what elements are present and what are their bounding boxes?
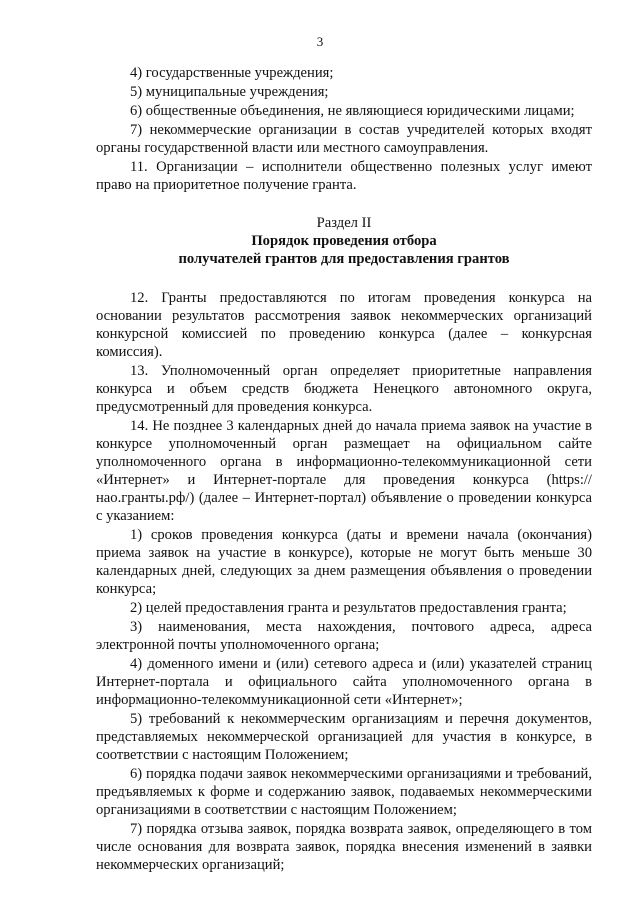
- list-item: 7) порядка отзыва заявок, порядка возврата заявок, определяющего в том числе основания для возврата заявок, порядка внесения изменений в заявки некоммерческих организаций;: [96, 821, 592, 873]
- section-label: Раздел II: [316, 215, 372, 231]
- paragraph: 11. Организации – исполнители общественно полезных услуг имеют право на приоритетное получение гранта.: [96, 159, 592, 193]
- section-title-line-2: получателей грантов для предоставления грантов: [178, 251, 510, 267]
- list-item: 4) государственные учреждения;: [130, 65, 334, 81]
- document-body: [96, 63, 592, 874]
- paragraph: 13. Уполномоченный орган определяет приоритетные направления конкурса и объем средств бюджета Ненецкого автономного округа, предусмотренный для проведения конкурса.: [96, 363, 592, 415]
- section-title-line-1: Порядок проведения отбора: [251, 233, 437, 249]
- list-item: 6) порядка подачи заявок некоммерческими организациями и требований, предъявляемых к форме и содержанию заявок, подаваемых некоммерческими организациями в соответствии с настоящим Положением;: [96, 766, 592, 818]
- list-item: 6) общественные объединения, не являющиеся юридическими лицами;: [130, 103, 575, 119]
- list-item: 2) целей предоставления гранта и результатов предоставления гранта;: [130, 600, 567, 616]
- list-item: 7) некоммерческие организации в состав учредителей которых входят органы государственной власти или местного самоуправления.: [96, 122, 592, 156]
- page-number: 3: [316, 34, 324, 49]
- list-item: 5) муниципальные учреждения;: [130, 84, 329, 100]
- list-item: 3) наименования, места нахождения, почтового адреса, адреса электронной почты уполномоченного органа;: [96, 619, 592, 653]
- list-item: 4) доменного имени и (или) сетевого адреса и (или) указателей страниц Интернет-портала и официального сайта уполномоченного органа в информационно-телекоммуникационной сети «Интернет»;: [96, 656, 592, 708]
- paragraph: 12. Гранты предоставляются по итогам проведения конкурса на основании результатов рассмотрения заявок некоммерческих организаций конкурсной комиссией по проведению конкурса (далее – конкурсная комиссия).: [96, 290, 592, 360]
- list-item: 5) требований к некоммерческим организациям и перечня документов, представляемых некоммерческой организацией для участия в конкурсе, в соответствии с настоящим Положением;: [96, 711, 592, 763]
- paragraph: 14. Не позднее 3 календарных дней до начала приема заявок на участие в конкурсе уполномоченный орган размещает на официальном сайте уполномоченного органа в информационно-телекоммуникационной сети «Интернет» и Интернет-портале для проведения конкурса (https://нао.гранты.рф/) (далее – Интернет-портал) объявление о проведении конкурса с указанием:: [96, 418, 592, 524]
- list-item: 1) сроков проведения конкурса (даты и времени начала (окончания) приема заявок на участие в конкурсе), которые не могут быть меньше 30 календарных дней, следующих за днем размещения объявления о проведении конкурса;: [96, 527, 592, 597]
